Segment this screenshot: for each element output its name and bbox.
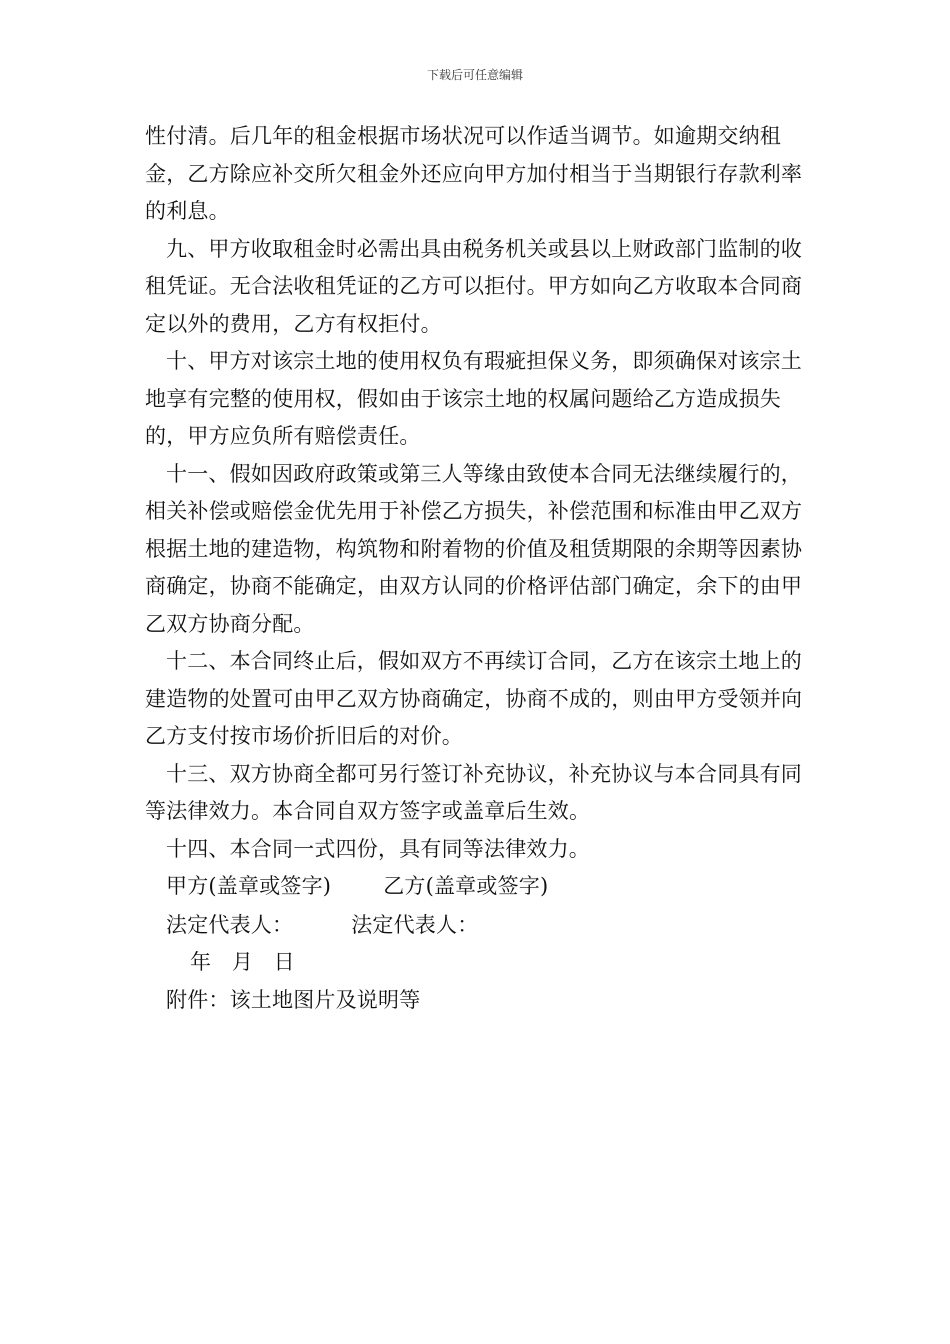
legal-representative-line bbox=[145, 907, 807, 945]
attachment-line: 附件：该土地图片及说明等 bbox=[166, 987, 421, 1012]
party-a-representative-label: 法定代表人： bbox=[166, 912, 294, 937]
signature-line bbox=[145, 868, 807, 906]
paragraph-clause-12: 十二、本合同终止后，假如双方不再续订合同，乙方在该宗土地上的建造物的处置可由甲乙双方协商确定，协商不成的，则由甲方受领并向乙方支付按市场价折旧后的对价。 bbox=[145, 649, 803, 748]
date-line: 年 月 日 bbox=[190, 950, 295, 974]
paragraph-rent-payment: 性付清。后几年的租金根据市场状况可以作适当调节。如逾期交纳租金，乙方除应补交所欠租金外还应向甲方加付相当于当期银行存款利率的利息。 bbox=[145, 124, 803, 223]
paragraph-clause-13: 十三、双方协商全都可另行签订补充协议，补充协议与本合同具有同等法律效力。本合同自双方签字或盖章后生效。 bbox=[145, 761, 802, 823]
header-note: 下载后可任意编辑 bbox=[426, 68, 523, 82]
party-b-representative-label: 法定代表人： bbox=[351, 912, 479, 937]
clause-14-copies: 十四、本合同一式四份，具有同等法律效力。 bbox=[166, 836, 590, 861]
party-a-signature-label: 甲方(盖章或签字) bbox=[166, 874, 332, 898]
party-b-signature-label: 乙方(盖章或签字) bbox=[383, 874, 549, 898]
paragraph-clause-10: 十、甲方对该宗土地的使用权负有瑕疵担保义务，即须确保对该宗土地享有完整的使用权，假如由于该宗土地的权属问题给乙方造成损失的，甲方应负所有赔偿责任。 bbox=[145, 349, 802, 448]
paragraph-clause-11: 十一、假如因政府政策或第三人等缘由致使本合同无法继续履行的，相关补偿或赔偿金优先用于补偿乙方损失，补偿范围和标准由甲乙双方根据土地的建造物，构筑物和附着物的价值及租赁期限的余期等因素协商确定，协商不能确定，由双方认同的价格评估部门确定，余下的由甲乙双方协商分配。 bbox=[145, 461, 803, 636]
paragraph-clause-9: 九、甲方收取租金时必需出具由税务机关或县以上财政部门监制的收租凭证。无合法收租凭证的乙方可以拒付。甲方如向乙方收取本合同商定以外的费用，乙方有权拒付。 bbox=[145, 236, 803, 336]
contract-body bbox=[145, 118, 807, 1019]
